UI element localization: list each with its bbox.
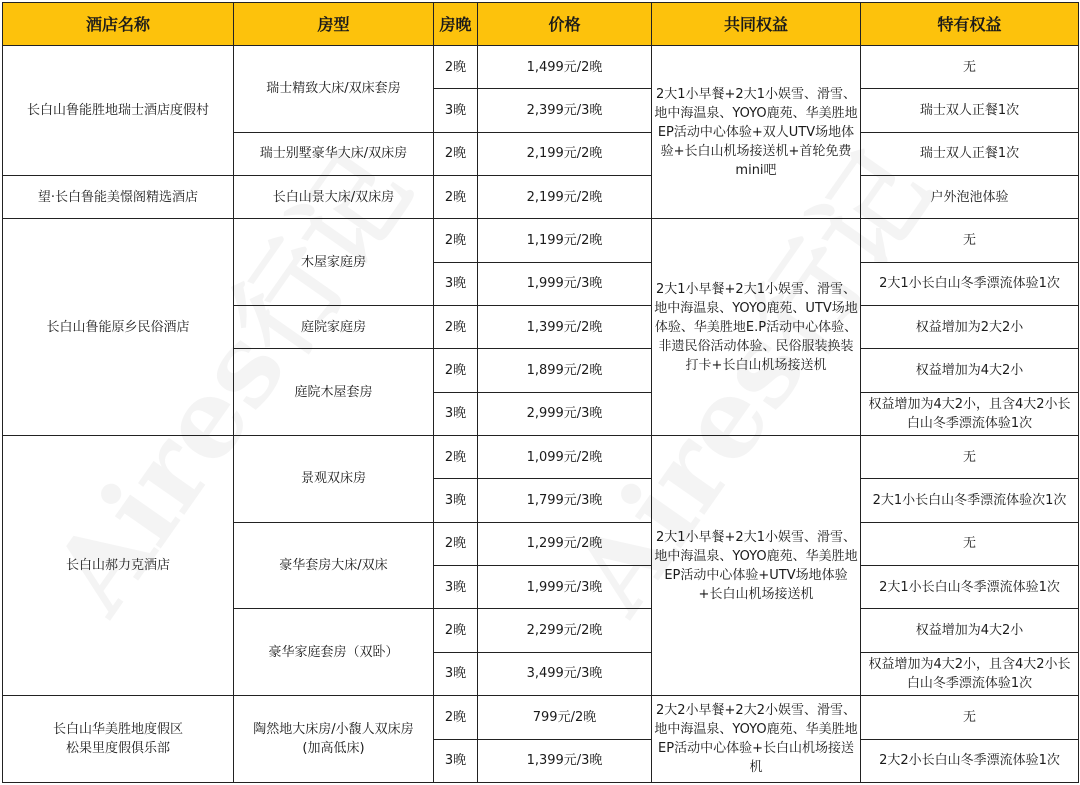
hotel-name: 望·长白鲁能美憬阁精选酒店 — [3, 176, 234, 219]
price: 2,299元/2晚 — [478, 609, 652, 652]
room-type: 庭院家庭房 — [234, 306, 434, 349]
special-benefits: 权益增加为4大2小，且含4大2小长白山冬季漂流体验1次 — [861, 652, 1079, 695]
nights: 2晚 — [434, 696, 478, 739]
hotel-name: 长白山郝力克酒店 — [3, 436, 234, 696]
header-common-benefits: 共同权益 — [652, 3, 861, 46]
room-type: 庭院木屋套房 — [234, 349, 434, 436]
price: 2,399元/3晚 — [478, 89, 652, 132]
nights: 3晚 — [434, 89, 478, 132]
nights: 2晚 — [434, 522, 478, 565]
hotel-package-table — [2, 2, 1079, 783]
special-benefits: 2大1小长白山冬季漂流体验次1次 — [861, 479, 1079, 522]
table-row — [3, 436, 1079, 479]
hotel-name-line1: 长白山华美胜地度假区 — [52, 722, 183, 738]
special-benefits: 无 — [861, 46, 1079, 89]
hotel-name: 长白山鲁能胜地瑞士酒店度假村 — [3, 46, 234, 176]
special-benefits: 权益增加为4大2小 — [861, 349, 1079, 392]
hotel-name-line2: 松果里度假俱乐部 — [65, 741, 170, 757]
room-type: 豪华家庭套房（双卧） — [234, 609, 434, 696]
nights: 3晚 — [434, 262, 478, 305]
price: 2,999元/3晚 — [478, 392, 652, 435]
nights: 2晚 — [434, 349, 478, 392]
hotel-name — [3, 696, 234, 783]
nights: 2晚 — [434, 132, 478, 175]
table-row — [3, 176, 1079, 219]
price: 1,399元/3晚 — [478, 739, 652, 783]
price: 799元/2晚 — [478, 696, 652, 739]
price: 1,199元/2晚 — [478, 219, 652, 262]
table-row — [3, 219, 1079, 262]
special-benefits: 2大1小长白山冬季漂流体验1次 — [861, 566, 1079, 609]
nights: 3晚 — [434, 392, 478, 435]
room-type: 豪华套房大床/双床 — [234, 522, 434, 609]
price: 2,199元/2晚 — [478, 176, 652, 219]
header-special-benefits: 特有权益 — [861, 3, 1079, 46]
special-benefits: 无 — [861, 219, 1079, 262]
header-hotel-name: 酒店名称 — [3, 3, 234, 46]
table-row — [3, 696, 1079, 739]
header-nights: 房晚 — [434, 3, 478, 46]
room-type-line1: 陶然地大床房/小馥人双床房 — [253, 722, 414, 738]
price: 1,999元/3晚 — [478, 566, 652, 609]
header-row — [3, 3, 1079, 46]
room-type: 景观双床房 — [234, 436, 434, 523]
price: 2,199元/2晚 — [478, 132, 652, 175]
special-benefits: 户外泡池体验 — [861, 176, 1079, 219]
nights: 3晚 — [434, 566, 478, 609]
nights: 2晚 — [434, 306, 478, 349]
nights: 3晚 — [434, 739, 478, 783]
special-benefits: 权益增加为4大2小，且含4大2小长白山冬季漂流体验1次 — [861, 392, 1079, 435]
price: 1,299元/2晚 — [478, 522, 652, 565]
room-type: 木屋家庭房 — [234, 219, 434, 306]
special-benefits: 权益增加为4大2小 — [861, 609, 1079, 652]
nights: 2晚 — [434, 46, 478, 89]
special-benefits: 无 — [861, 436, 1079, 479]
nights: 2晚 — [434, 219, 478, 262]
special-benefits: 权益增加为2大2小 — [861, 306, 1079, 349]
hotel-name: 长白山鲁能原乡民俗酒店 — [3, 219, 234, 436]
header-price: 价格 — [478, 3, 652, 46]
price: 1,399元/2晚 — [478, 306, 652, 349]
table-row — [3, 46, 1079, 89]
room-type: 瑞士精致大床/双床套房 — [234, 46, 434, 133]
nights: 3晚 — [434, 652, 478, 695]
common-benefits: 2大2小早餐+2大2小娱雪、滑雪、地中海温泉、YOYO鹿苑、华美胜地EP活动中心体验+长白山机场接送机 — [652, 696, 861, 783]
room-type: 瑞士别墅豪华大床/双床房 — [234, 132, 434, 175]
nights: 2晚 — [434, 176, 478, 219]
special-benefits: 2大2小长白山冬季漂流体验1次 — [861, 739, 1079, 783]
price: 3,499元/3晚 — [478, 652, 652, 695]
special-benefits: 无 — [861, 696, 1079, 739]
nights: 3晚 — [434, 479, 478, 522]
room-type: 长白山景大床/双床房 — [234, 176, 434, 219]
price: 1,099元/2晚 — [478, 436, 652, 479]
header-room-type: 房型 — [234, 3, 434, 46]
nights: 2晚 — [434, 609, 478, 652]
price: 1,799元/3晚 — [478, 479, 652, 522]
common-benefits: 2大1小早餐+2大1小娱雪、滑雪、地中海温泉、YOYO鹿苑、华美胜地EP活动中心体验+双人UTV场地体验+长白山机场接送机+首轮免费mini吧 — [652, 46, 861, 219]
special-benefits: 无 — [861, 522, 1079, 565]
price: 1,899元/2晚 — [478, 349, 652, 392]
nights: 2晚 — [434, 436, 478, 479]
price: 1,499元/2晚 — [478, 46, 652, 89]
common-benefits: 2大1小早餐+2大1小娱雪、滑雪、地中海温泉、YOYO鹿苑、UTV场地体验、华美胜地E.P活动中心体验、非遗民俗活动体验、民俗服装换装打卡+长白山机场接送机 — [652, 219, 861, 436]
price: 1,999元/3晚 — [478, 262, 652, 305]
special-benefits: 瑞士双人正餐1次 — [861, 89, 1079, 132]
common-benefits: 2大1小早餐+2大1小娱雪、滑雪、地中海温泉、YOYO鹿苑、华美胜地EP活动中心体验+UTV场地体验+长白山机场接送机 — [652, 436, 861, 696]
room-type-line2: (加高低床) — [302, 741, 365, 757]
special-benefits: 2大1小长白山冬季漂流体验1次 — [861, 262, 1079, 305]
special-benefits: 瑞士双人正餐1次 — [861, 132, 1079, 175]
room-type — [234, 696, 434, 783]
